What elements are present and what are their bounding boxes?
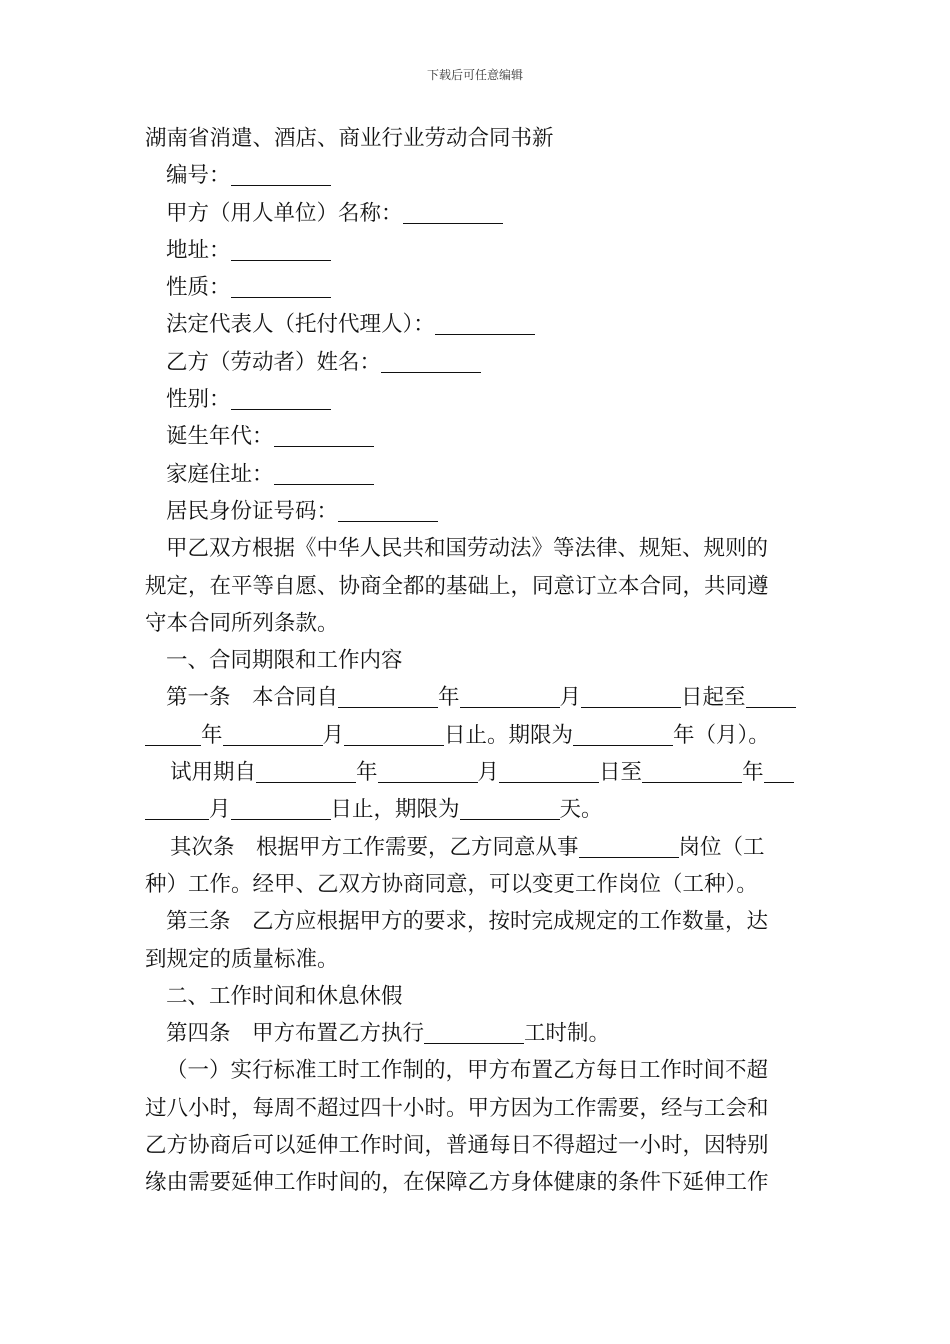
- intro-line-3: 守本合同所列条款。: [145, 610, 339, 636]
- field-home-address: [145, 456, 810, 493]
- year-label: 年: [201, 722, 223, 748]
- field-label: 性质：: [166, 275, 231, 301]
- year-label: 年: [742, 760, 764, 786]
- article-1-line-2: [145, 717, 810, 754]
- blank-line: [145, 795, 209, 820]
- field-legal-rep: [145, 306, 810, 343]
- article-4: [145, 1015, 810, 1052]
- article-2-text-end: 岗位（工: [678, 834, 765, 860]
- field-party-a-name: [145, 195, 810, 232]
- blank-line: [424, 1019, 524, 1044]
- blank-line: [581, 683, 681, 708]
- field-label: 编号：: [166, 163, 231, 189]
- blank-line: [338, 497, 438, 522]
- month-label: 月: [209, 797, 231, 823]
- article-4-1-line-4: 缘由需要延伸工作时间的，在保障乙方身体健康的条件下延伸工作: [145, 1170, 769, 1196]
- blank-line: [231, 273, 331, 298]
- field-label: 居民身份证号码：: [166, 498, 339, 524]
- blank-line: [338, 683, 438, 708]
- until-label: 日止，期限为: [330, 797, 460, 823]
- intro-line-1: 甲乙双方根据《中华人民共和国劳动法》等法律、规矩、规则的: [166, 536, 769, 562]
- field-id-number: [145, 493, 810, 530]
- blank-line: [573, 721, 673, 746]
- section-2-title: 二、工作时间和休息休假: [166, 983, 403, 1009]
- article-2-line-1: [145, 829, 810, 866]
- field-label: 甲方（用人单位）名称：: [166, 200, 403, 226]
- field-party-b-name: [145, 344, 810, 381]
- to-label: 日至: [599, 760, 643, 786]
- blank-line: [145, 721, 201, 746]
- blank-line: [231, 161, 331, 186]
- field-gender: [145, 381, 810, 418]
- intro-line-2: 规定，在平等自愿、协商全都的基础上，同意订立本合同，共同遵: [145, 573, 769, 599]
- trial-text: 试用期自: [170, 760, 257, 786]
- blank-line: [499, 758, 599, 783]
- article-1-text: 第一条 本合同自: [166, 685, 339, 711]
- blank-line: [378, 758, 478, 783]
- article-3-line-2: 到规定的质量标准。: [145, 946, 339, 972]
- blank-line: [764, 758, 794, 783]
- article-4-1-line-1: （一）实行标准工时工作制的，甲方布置乙方每日工作时间不超: [166, 1058, 769, 1084]
- year-label: 年: [438, 685, 460, 711]
- blank-line: [460, 683, 560, 708]
- blank-line: [274, 460, 374, 485]
- until-label: 日止。期限为: [444, 722, 574, 748]
- blank-line: [642, 758, 742, 783]
- blank-line: [256, 758, 356, 783]
- from-label: 日起至: [681, 685, 746, 711]
- month-label: 月: [559, 685, 582, 711]
- field-address: [145, 232, 810, 269]
- blank-line: [403, 199, 503, 224]
- page-header-note: 下载后可任意编辑: [426, 68, 523, 82]
- article-2-line-2: 种）工作。经甲、乙双方协商同意，可以变更工作岗位（工种）。: [145, 871, 758, 897]
- day-label: 天。: [559, 797, 603, 823]
- field-number: [145, 157, 810, 194]
- year-label: 年: [356, 760, 378, 786]
- blank-line: [231, 385, 331, 410]
- article-3-line-1: 第三条 乙方应根据甲方的要求，按时完成规定的工作数量，达: [166, 909, 769, 935]
- blank-line: [344, 721, 444, 746]
- blank-line: [223, 721, 323, 746]
- blank-line: [231, 795, 331, 820]
- field-nature: [145, 269, 810, 306]
- field-label: 地址：: [166, 237, 231, 263]
- field-label: 诞生年代：: [166, 424, 274, 450]
- blank-line: [231, 236, 331, 261]
- end-label: 年（月）。: [673, 722, 770, 748]
- blank-line: [381, 348, 481, 373]
- field-label: 性别：: [166, 387, 231, 413]
- blank-line: [460, 795, 560, 820]
- article-4-text-end: 工时制。: [524, 1021, 611, 1047]
- field-label: 乙方（劳动者）姓名：: [166, 349, 382, 375]
- section-1-title: 一、合同期限和工作内容: [166, 648, 403, 674]
- article-4-text: 第四条 甲方布置乙方执行: [166, 1021, 425, 1047]
- contract-document: [145, 120, 810, 1202]
- blank-line: [746, 683, 796, 708]
- article-4-1-line-3: 乙方协商后可以延伸工作时间，普通每日不得超过一小时，因特别: [145, 1133, 769, 1159]
- field-birth: [145, 418, 810, 455]
- blank-line: [435, 310, 535, 335]
- month-label: 月: [322, 722, 345, 748]
- blank-line: [274, 422, 374, 447]
- blank-line: [579, 833, 679, 858]
- trial-line-1: [145, 754, 810, 791]
- document-title: 湖南省消遣、酒店、商业行业劳动合同书新: [145, 126, 554, 151]
- field-label: 家庭住址：: [166, 461, 274, 487]
- month-label: 月: [477, 760, 500, 786]
- article-2-text: 其次条 根据甲方工作需要，乙方同意从事: [170, 834, 579, 860]
- article-1-line-1: [145, 679, 810, 716]
- trial-line-2: [145, 791, 810, 828]
- field-label: 法定代表人（托付代理人）：: [166, 312, 435, 338]
- article-4-1-line-2: 过八小时，每周不超过四十小时。甲方因为工作需要，经与工会和: [145, 1095, 769, 1121]
